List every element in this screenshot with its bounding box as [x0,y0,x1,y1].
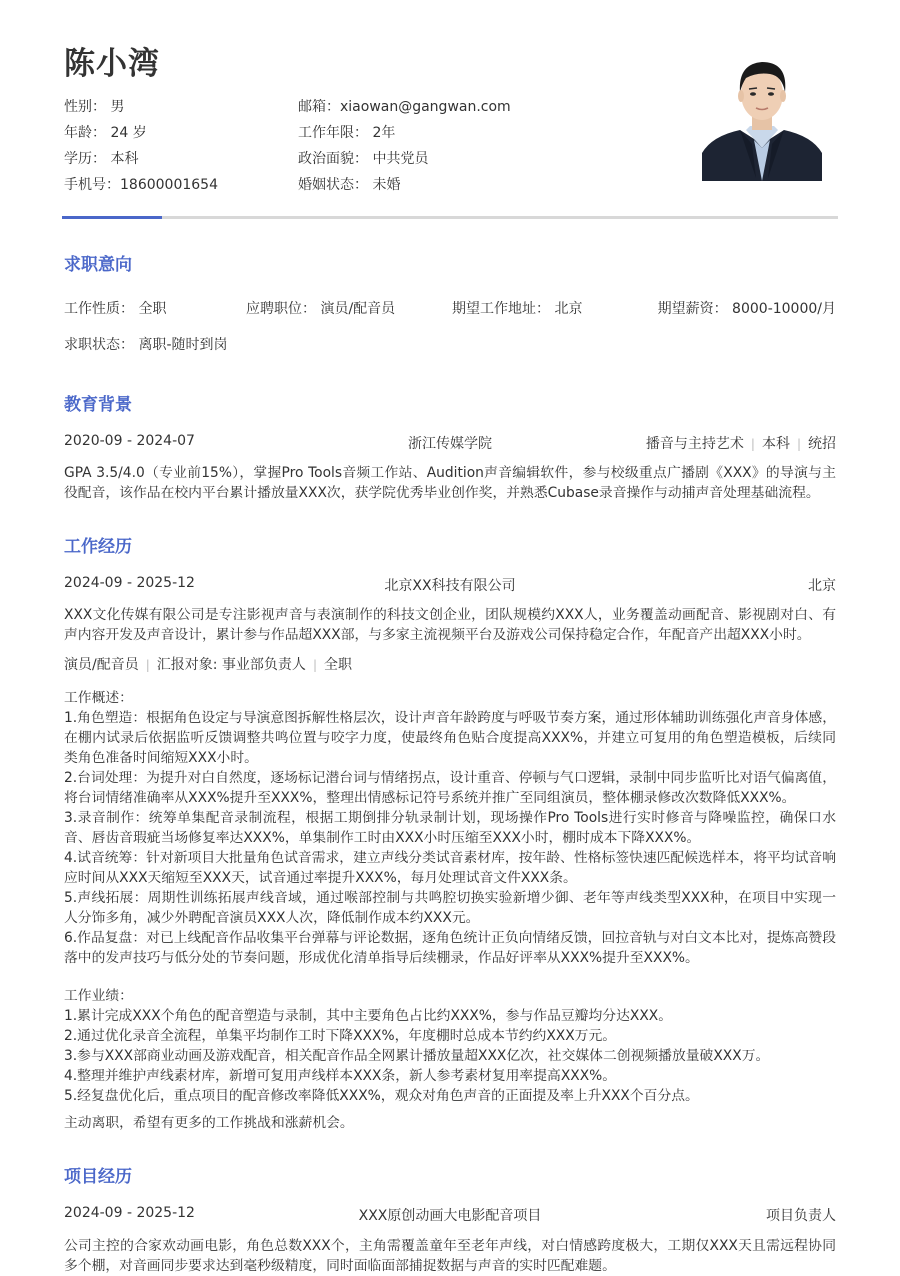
work-years: 工作年限： 2年 [298,125,396,141]
email: 邮箱：xiaowan@gangwan.com [298,99,511,115]
education-description: GPA 3.5/4.0（专业前15%），掌握Pro Tools音频工作站、Audition声音编辑软件，参与校级重点广播剧《XXX》的导演与主役配音，该作品在校内平台累计播放量XXX次，获学院优秀毕业创作奖，并熟悉Cubase录音操作与动捕声音处理基础流程。 [64,465,836,501]
education-row [64,433,836,452]
overview-item: 5.声线拓展：周期性训练拓展声线音域，通过喉部控制与共鸣腔切换实验新增少御、老年等声线类型XXX种，在项目中实现一人分饰多角，减少外聘配音演员XXX人次，降低制作成本约XXX元。 [64,890,836,926]
education-period: 2020-09 - 2024-07 [64,433,195,449]
project-role: 项目负责人 [766,1208,836,1224]
gender: 性别： 男 [64,99,125,115]
intent-salary: 期望薪资： 8000-10000/月 [657,301,836,317]
achievement-item: 2.通过优化录音全流程，单集平均制作工时下降XXX%，年度棚时总成本节约约XXX万元。 [64,1028,617,1044]
intent-location: 期望工作地址： 北京 [452,301,583,317]
work-row [64,575,836,594]
work-company: 北京XX科技有限公司 [384,578,516,594]
achievement-item: 5.经复盘优化后，重点项目的配音修改率降低XXX%，观众对角色声音的正面提及率上升XXX个百分点。 [64,1088,699,1104]
education-mode: 统招 [808,436,836,452]
work-role: 演员/配音员 [64,657,139,673]
work-overview [64,688,836,968]
work-city: 北京 [808,578,836,594]
project-period: 2024-09 - 2025-12 [64,1205,195,1221]
overview-item: 2.台词处理：为提升对白自然度，逐场标记潜台词与情绪拐点，设计重音、停顿与气口逻辑，录制中同步监听比对语气偏离值，将台词情绪准确率从XXX%提升至XXX%，整理出情感标记符号系统并推广至同组演员，整体棚录修改次数降低XXX%。 [64,770,836,806]
work-job-type: 全职 [323,657,352,673]
leave-reason: 主动离职，希望有更多的工作挑战和涨薪机会。 [64,1115,354,1131]
overview-item: 3.录音制作：统筹单集配音录制流程，根据工期倒排分轨录制计划，现场操作Pro Tools进行实时修音与降噪监控，确保口水音、唇齿音瑕疵当场修复率达XXX%，单集制作工时由XXX小时压缩至XXX小时，棚时成本下降XXX%。 [64,810,836,846]
achievement-item: 3.参与XXX部商业动画及游戏配音，相关配音作品全网累计播放量超XXX亿次，社交媒体二创视频播放量破XXX万。 [64,1048,770,1064]
profile-photo [702,48,822,181]
phone: 手机号：18600001654 [64,177,218,193]
overview-item: 6.作品复盘：对已上线配音作品收集平台弹幕与评论数据，逐角色统计正负向情绪反馈，回拉音轨与对白文本比对，提炼高赞段落中的发声技巧与低分处的节奏问题，形成优化清单指导后续棚录，作品好评率从XXX%提升至XXX%。 [64,930,836,966]
divider-accent [62,216,162,219]
section-title-intent: 求职意向 [64,255,132,275]
work-report-to: 汇报对象: 事业部负责人 [156,657,306,673]
achievements-title: 工作业绩： [64,988,133,1004]
section-title-work: 工作经历 [64,537,132,557]
intent-status: 求职状态： 离职-随时到岗 [64,337,228,353]
work-period: 2024-09 - 2025-12 [64,575,195,591]
section-title-education: 教育背景 [64,395,132,415]
education-degree: 本科 [761,436,790,452]
project-row [64,1205,836,1224]
intent-type: 工作性质： 全职 [64,301,167,317]
header-divider [62,216,838,219]
project-name: XXX原创动画大电影配音项目 [358,1208,542,1224]
education-school: 浙江传媒学院 [408,436,492,452]
marital-status: 婚姻状态： 未婚 [298,177,401,193]
achievement-item: 4.整理并维护声线素材库，新增可复用声线样本XXX条，新人参考素材复用率提高XXX%。 [64,1068,617,1084]
intent-position: 应聘职位： 演员/配音员 [246,301,396,317]
work-tags: 演员/配音员 | 汇报对象: 事业部负责人 | 全职 [64,657,352,673]
education-meta: 播音与主持艺术 | 本科 | 统招 [645,436,836,452]
achievement-item: 1.累计完成XXX个角色的配音塑造与录制，其中主要角色占比约XXX%，参与作品豆瓣均分达XXX。 [64,1008,673,1024]
political-status: 政治面貌： 中共党员 [298,151,429,167]
overview-item: 1.角色塑造：根据角色设定与导演意图拆解性格层次，设计声音年龄跨度与呼吸节奏方案，通过形体辅助训练强化声音身体感，在棚内试录后依据监听反馈调整共鸣位置与咬字力度，使最终角色贴合度提高XXX%，并建立可复用的角色塑造模板，后续同类角色准备时间缩短XXX小时。 [64,710,836,766]
company-intro: XXX文化传媒有限公司是专注影视声音与表演制作的科技文创企业，团队规模约XXX人，业务覆盖动画配音、影视剧对白、有声内容开发及声音设计，累计参与作品超XXX部，与多家主流视频平台及游戏公司保持稳定合作，年配音产出超XXX小时。 [64,607,836,643]
project-description: 公司主控的合家欢动画电影，角色总数XXX个，主角需覆盖童年至老年声线，对白情感跨度极大，工期仅XXX天且需远程协同多个棚，对音画同步要求达到毫秒级精度，同时面临面部捕捉数据与声音的实时匹配难题。 [64,1238,836,1274]
education-level: 学历： 本科 [64,151,139,167]
work-achievements [64,986,836,1106]
education-major: 播音与主持艺术 [645,436,744,452]
section-title-project: 项目经历 [64,1167,132,1187]
overview-item: 4.试音统筹：针对新项目大批量角色试音需求，建立声线分类试音素材库，按年龄、性格标签快速匹配候选样本，将平均试音响应时间从XXX天缩短至XXX天，试音通过率提升XXX%，每月处理试音文件XXX条。 [64,850,836,886]
overview-title: 工作概述： [64,690,133,706]
candidate-name: 陈小湾 [64,46,160,82]
age: 年龄： 24 岁 [64,125,147,141]
